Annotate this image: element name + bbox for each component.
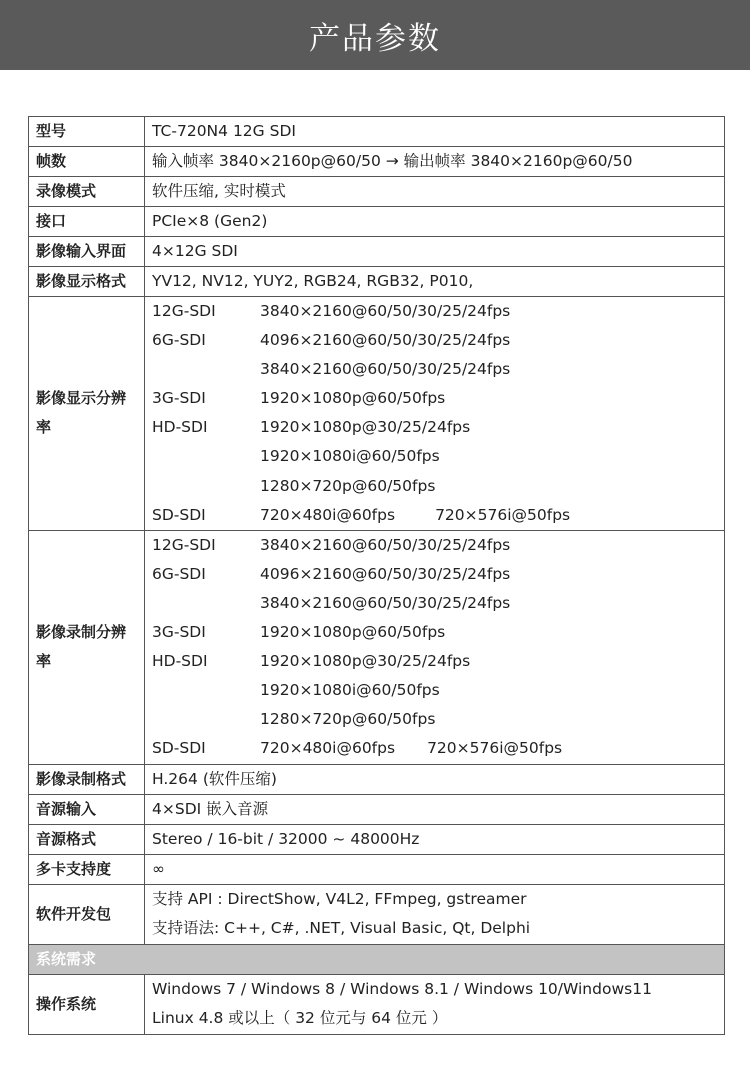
spec-key: 软件开发包 [29, 884, 145, 944]
spec-key: 影像输入界面 [29, 237, 145, 267]
spec-row-model [29, 117, 725, 147]
spec-row-multi-card [29, 854, 725, 884]
spec-value-line: 支持语法: C++, C#, .NET, Visual Basic, Qt, Delphi [152, 919, 531, 937]
resolution-line [152, 589, 717, 618]
resolution-interface: HD-SDI [152, 418, 208, 437]
spec-row-input-interface [29, 237, 725, 267]
resolution-line [152, 384, 717, 413]
spec-row-display-resolution [29, 297, 725, 531]
resolution-value: 4096×2160@60/50/30/25/24fps [260, 331, 511, 350]
section-header: 系统需求 [29, 944, 725, 974]
resolution-value-extra: 720×576i@50fps [427, 739, 563, 758]
spec-value: PCIe×8 (Gen2) [145, 207, 725, 237]
spec-value-line: Linux 4.8 或以上（ 32 位元与 64 位元 ） [152, 1009, 448, 1027]
resolution-line [152, 705, 717, 734]
resolution-interface: 3G-SDI [152, 623, 206, 642]
spec-value: ∞ [145, 854, 725, 884]
spec-row-record-format [29, 764, 725, 794]
spec-value-line: Windows 7 / Windows 8 / Windows 8.1 / Windows 10/Windows11 [152, 979, 652, 998]
spec-table [28, 116, 725, 1035]
resolution-line [152, 472, 717, 501]
resolution-value: 4096×2160@60/50/30/25/24fps [260, 564, 511, 583]
spec-value-list [145, 884, 725, 944]
spec-row-audio-input [29, 794, 725, 824]
spec-key: 影像录制格式 [29, 764, 145, 794]
resolution-line [152, 413, 717, 442]
spec-row-interface [29, 207, 725, 237]
spec-key: 录像模式 [29, 177, 145, 207]
resolution-line [152, 326, 717, 355]
resolution-value: 3840×2160@60/50/30/25/24fps [260, 302, 511, 320]
resolution-line [152, 442, 717, 471]
spec-value: H.264 (软件压缩) [145, 764, 725, 794]
resolution-line [152, 560, 717, 589]
spec-key [29, 530, 145, 764]
spec-value: 4×12G SDI [145, 237, 725, 267]
resolution-value: 720×480i@60fps [260, 505, 396, 524]
spec-row-display-format [29, 267, 725, 297]
resolution-interface [152, 472, 260, 501]
spec-key-line: 率 [36, 652, 52, 671]
spec-key: 多卡支持度 [29, 854, 145, 884]
resolution-value-extra: 720×576i@50fps [435, 505, 571, 524]
spec-key: 接口 [29, 207, 145, 237]
spec-value: 4×SDI 嵌入音源 [145, 794, 725, 824]
resolution-line [152, 618, 717, 647]
resolution-value: 720×480i@60fps [260, 739, 396, 758]
resolution-line [152, 501, 717, 530]
spec-row-os [29, 974, 725, 1034]
spec-value-list [145, 974, 725, 1034]
spec-key: 音源输入 [29, 794, 145, 824]
spec-row-record-resolution [29, 530, 725, 764]
spec-value: Stereo / 16-bit / 32000 ~ 48000Hz [145, 824, 725, 854]
resolution-value: 3840×2160@60/50/30/25/24fps [260, 593, 511, 612]
resolution-list [145, 297, 725, 531]
resolution-line [152, 355, 717, 384]
resolution-interface: 6G-SDI [152, 331, 206, 350]
resolution-interface [152, 705, 260, 734]
resolution-value: 1920×1080p@60/50fps [260, 389, 446, 408]
resolution-line [152, 297, 717, 326]
spec-key-line: 率 [36, 418, 52, 437]
spec-key: 操作系统 [29, 974, 145, 1034]
spec-value: 软件压缩, 实时模式 [145, 177, 725, 207]
resolution-interface: 3G-SDI [152, 389, 206, 408]
page-title: 产品参数 [309, 20, 441, 57]
resolution-value: 1920×1080p@60/50fps [260, 623, 446, 642]
spec-key: 影像显示格式 [29, 267, 145, 297]
resolution-value: 3840×2160@60/50/30/25/24fps [260, 535, 511, 554]
resolution-line [152, 647, 717, 676]
spec-row-audio-format [29, 824, 725, 854]
resolution-value: 1920×1080i@60/50fps [260, 447, 440, 466]
spec-key-line: 影像显示分辨 [36, 389, 127, 408]
resolution-line [152, 531, 717, 560]
spec-row-framerate [29, 147, 725, 177]
section-header-row [29, 944, 725, 974]
spec-key: 音源格式 [29, 824, 145, 854]
resolution-interface: SD-SDI [152, 739, 206, 758]
spec-value: YV12, NV12, YUY2, RGB24, RGB32, P010, [145, 267, 725, 297]
spec-key: 型号 [29, 117, 145, 147]
spec-value: 输入帧率 3840×2160p@60/50 → 输出帧率 3840×2160p@60/50 [145, 147, 725, 177]
resolution-value: 1920×1080p@30/25/24fps [260, 418, 471, 437]
resolution-interface [152, 676, 260, 705]
spec-value-line: 支持 API : DirectShow, V4L2, FFmpeg, gstreamer [152, 889, 527, 908]
resolution-interface [152, 589, 260, 618]
resolution-value: 1920×1080p@30/25/24fps [260, 652, 471, 671]
resolution-value: 3840×2160@60/50/30/25/24fps [260, 360, 511, 379]
spec-key-line: 影像录制分辨 [36, 623, 127, 642]
spec-row-sdk [29, 884, 725, 944]
resolution-line [152, 676, 717, 705]
resolution-list [145, 530, 725, 764]
page-banner [0, 0, 750, 70]
resolution-interface [152, 442, 260, 471]
resolution-interface: SD-SDI [152, 505, 206, 524]
resolution-value: 1280×720p@60/50fps [260, 710, 436, 729]
spec-value: TC-720N4 12G SDI [145, 117, 725, 147]
resolution-value: 1280×720p@60/50fps [260, 476, 436, 495]
resolution-interface: 6G-SDI [152, 564, 206, 583]
resolution-interface: HD-SDI [152, 652, 208, 671]
resolution-interface: 12G-SDI [152, 535, 216, 554]
resolution-interface [152, 355, 260, 384]
spec-key: 帧数 [29, 147, 145, 177]
resolution-line [152, 734, 717, 763]
resolution-value: 1920×1080i@60/50fps [260, 681, 440, 700]
spec-key [29, 297, 145, 531]
spec-row-record-mode [29, 177, 725, 207]
resolution-interface: 12G-SDI [152, 302, 216, 320]
